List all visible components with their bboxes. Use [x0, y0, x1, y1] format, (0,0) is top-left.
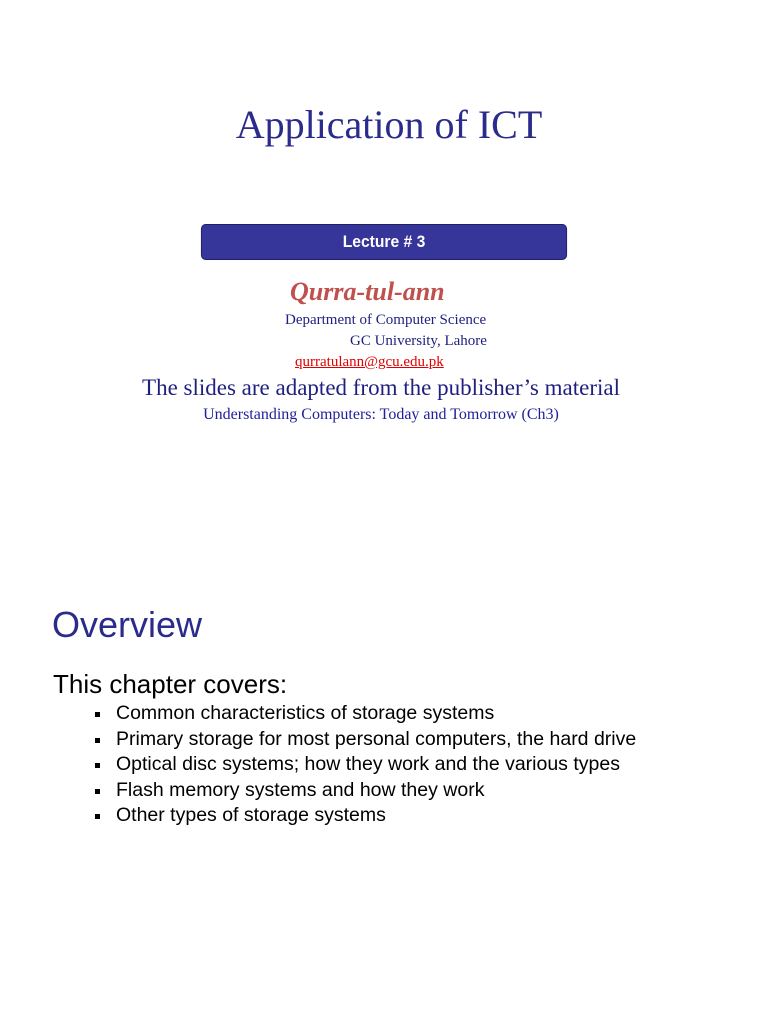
- bullet-marker-icon: [95, 712, 100, 717]
- list-item: [95, 727, 636, 753]
- book-reference: Understanding Computers: Today and Tomorrow (Ch3): [203, 406, 559, 423]
- bullet-marker-icon: [95, 763, 100, 768]
- list-item: [95, 778, 636, 804]
- list-item-text: Optical disc systems; how they work and the various types: [116, 753, 620, 775]
- bullet-marker-icon: [95, 738, 100, 743]
- list-item-text: Primary storage for most personal computers, the hard drive: [116, 727, 637, 750]
- slide-title: Application of ICT: [235, 102, 543, 147]
- overview-bullet-list: [95, 701, 636, 829]
- list-item-text: Common characteristics of storage systems: [116, 702, 495, 724]
- adapted-note: The slides are adapted from the publisher’s material: [142, 375, 620, 400]
- department-text: Department of Computer Science: [285, 312, 487, 328]
- list-item-text: Flash memory systems and how they work: [116, 778, 485, 801]
- author-name: Qurra-tul-ann: [290, 277, 445, 306]
- list-item: [95, 803, 636, 829]
- email-link[interactable]: qurratulann@gcu.edu.pk: [295, 354, 444, 370]
- bullet-marker-icon: [95, 814, 100, 819]
- list-item-text: Other types of storage systems: [116, 804, 386, 826]
- lecture-badge: Lecture # 3: [201, 224, 567, 260]
- university-text: GC University, Lahore: [350, 333, 487, 349]
- list-item: [95, 701, 636, 727]
- bullet-marker-icon: [95, 789, 100, 794]
- overview-title: Overview: [52, 604, 203, 645]
- list-item: [95, 752, 636, 778]
- overview-intro: This chapter covers:: [53, 669, 288, 699]
